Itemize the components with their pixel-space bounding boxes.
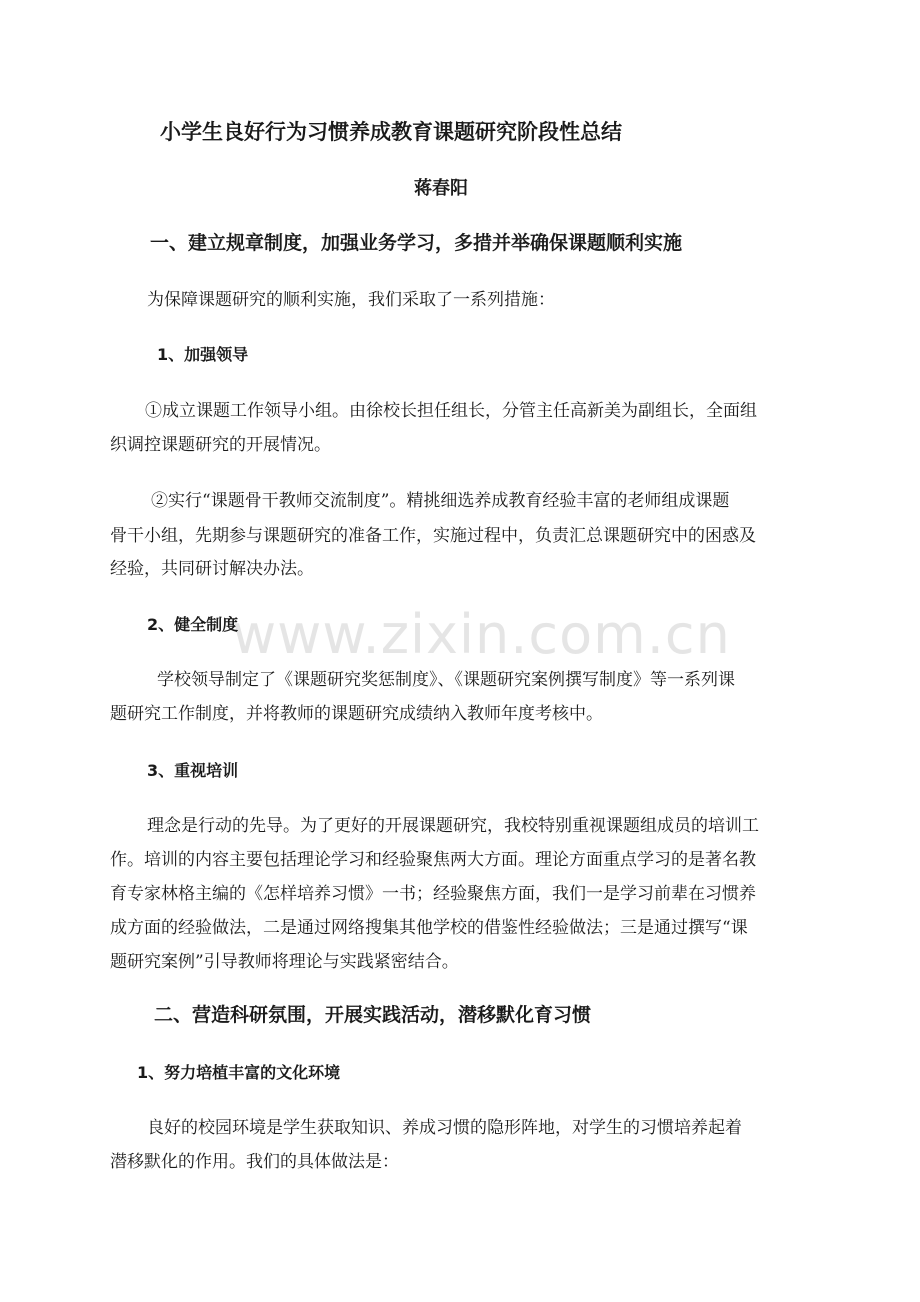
watermark: www.zixin.com.cn xyxy=(232,603,731,666)
author-name: 蒋春阳 xyxy=(414,178,468,199)
paragraph-line: 成方面的经验做法，二是通过网络搜集其他学校的借鉴性经验做法；三是通过撰写“课 xyxy=(110,918,748,938)
paragraph-line: 经验，共同研讨解决办法。 xyxy=(110,559,314,579)
subsection-2-heading: 2、健全制度 xyxy=(147,615,239,634)
section-2-subsection-1-heading: 1、努力培植丰富的文化环境 xyxy=(137,1063,341,1082)
section-1-heading: 一、建立规章制度，加强业务学习，多措并举确保课题顺利实施 xyxy=(150,232,683,254)
paragraph-line: 骨干小组，先期参与课题研究的准备工作，实施过程中，负责汇总课题研究中的困惑及 xyxy=(110,526,756,546)
section-2-heading: 二、营造科研氛围，开展实践活动，潜移默化育习惯 xyxy=(154,1004,592,1026)
paragraph-line: 作。培训的内容主要包括理论学习和经验聚焦两大方面。理论方面重点学习的是著名教 xyxy=(110,850,756,870)
paragraph-line: 织调控课题研究的开展情况。 xyxy=(110,435,331,455)
subsection-3-heading: 3、重视培训 xyxy=(147,761,239,780)
paragraph-line: ②实行“课题骨干教师交流制度”。精挑细选养成教育经验丰富的老师组成课题 xyxy=(151,491,730,511)
paragraph-line: 育专家林格主编的《怎样培养习惯》一书；经验聚焦方面，我们一是学习前辈在习惯养 xyxy=(110,884,756,904)
intro-paragraph: 为保障课题研究的顺利实施，我们采取了一系列措施： xyxy=(147,290,555,310)
paragraph-line: 题研究案例”引导教师将理论与实践紧密结合。 xyxy=(110,952,459,972)
paragraph-line: 题研究工作制度，并将教师的课题研究成绩纳入教师年度考核中。 xyxy=(110,704,603,724)
paragraph-line: 学校领导制定了《课题研究奖惩制度》、《课题研究案例撰写制度》等一系列课 xyxy=(157,670,735,690)
subsection-1-heading: 1、加强领导 xyxy=(157,345,249,364)
paragraph-line: 潜移默化的作用。我们的具体做法是： xyxy=(110,1152,399,1172)
document-title: 小学生良好行为习惯养成教育课题研究阶段性总结 xyxy=(160,120,622,144)
paragraph-line: 理念是行动的先导。为了更好的开展课题研究，我校特别重视课题组成员的培训工 xyxy=(147,816,759,836)
paragraph-line: 良好的校园环境是学生获取知识、养成习惯的隐形阵地，对学生的习惯培养起着 xyxy=(147,1118,742,1138)
paragraph-line: ①成立课题工作领导小组。由徐校长担任组长，分管主任高新美为副组长，全面组 xyxy=(145,401,757,421)
